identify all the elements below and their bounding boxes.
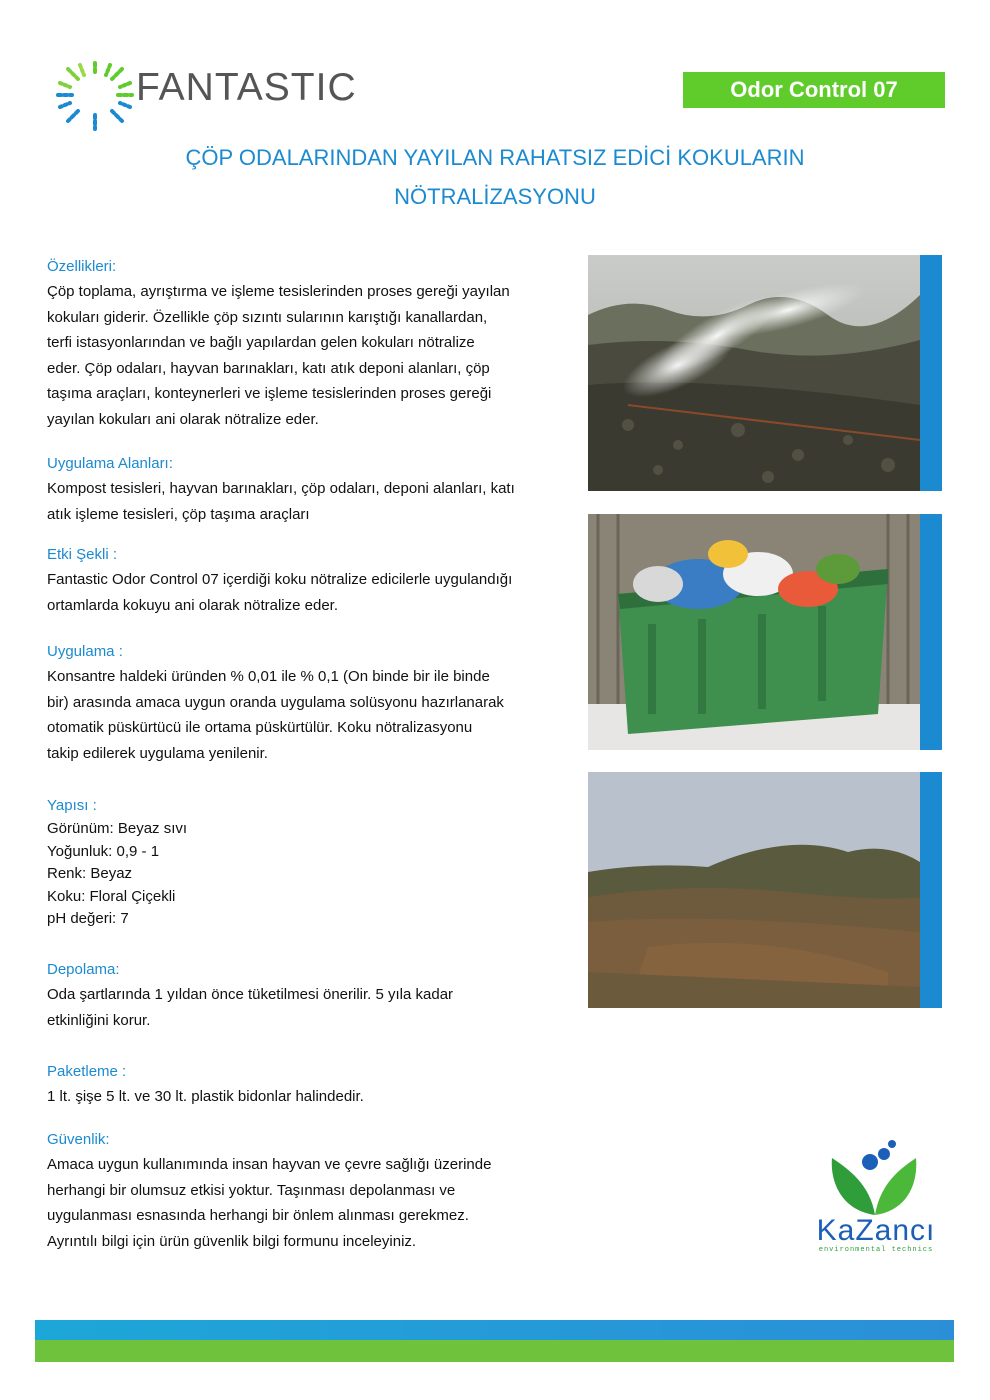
page-title [60, 138, 930, 216]
text-line: herhangi bir olumsuz etkisi yoktur. Taşınması depolanması ve [47, 1181, 456, 1199]
kazanci-logo [800, 1140, 950, 1260]
text-line: etkinliğini korur. [47, 1011, 151, 1029]
text-line: taşıma araçları, konteynerleri ve işleme tesislerinden proses gereği [47, 385, 492, 402]
section-uygulama-alanlari [47, 455, 572, 527]
section-heading: Etki Şekli : [47, 546, 118, 563]
product-tag: Odor Control 07 [683, 72, 945, 108]
photo-accent-bar [920, 514, 942, 750]
text-line: Çöp toplama, ayrıştırma ve işleme tesislerinden proses gereği yayılan [47, 283, 510, 300]
section-body [47, 279, 572, 432]
kazanci-name: KaZancı [816, 1214, 936, 1247]
spec-line: pH değeri: 7 [47, 910, 129, 927]
section-heading: Güvenlik: [47, 1131, 110, 1148]
text-line: bir) arasında amaca uygun oranda uygulama solüsyonu hazırlanarak [47, 693, 504, 711]
section-guvenlik [47, 1131, 572, 1254]
footer-band-blue [35, 1320, 954, 1340]
spec-line: Renk: Beyaz [47, 865, 133, 882]
section-heading: Paketleme : [47, 1063, 127, 1080]
brand-name: FANTASTIC [136, 66, 357, 109]
text-line: uygulanması esnasında herhangi bir önlem alınması gerekmez. [47, 1207, 469, 1224]
text-line: Amaca uygun kullanımında insan hayvan ve çevre sağlığı üzerinde [47, 1156, 492, 1173]
text-line: Kompost tesisleri, hayvan barınakları, çöp odaları, deponi alanları, katı [47, 480, 515, 497]
text-line: takip edilerek uygulama yenilenir. [47, 744, 268, 762]
text-line: 1 lt. şişe 5 lt. ve 30 lt. plastik bidonlar halindedir. [47, 1088, 364, 1105]
section-body [47, 818, 572, 931]
text-line: otomatik püskürtücü ile ortama püskürtülür. Koku nötralizasyonu [47, 719, 473, 736]
spec-line: Koku: Floral Çiçekli [47, 887, 176, 905]
section-body [47, 1084, 572, 1110]
section-heading: Uygulama : [47, 643, 123, 660]
text-line: ortamlarda kokuyu ani olarak nötralize eder. [47, 596, 338, 614]
text-line: Fantastic Odor Control 07 içerdiği koku nötralize edicilerle uygulandığı [47, 571, 513, 588]
text-line: kokuları giderir. Özellikle çöp sızıntı sularının karıştığı kanallardan, [47, 308, 488, 326]
section-heading: Özellikleri: [47, 258, 117, 275]
text-line: atık işleme tesisleri, çöp taşıma araçları [47, 505, 310, 523]
section-body [47, 1152, 572, 1254]
dumpster-photo [588, 514, 920, 750]
landfill-landscape-photo [588, 772, 920, 1008]
title-line-1: ÇÖP ODALARINDAN YAYILAN RAHATSIZ EDİCİ KOKULARIN [185, 145, 805, 170]
section-paketleme [47, 1063, 572, 1110]
section-body [47, 476, 572, 527]
text-line: Ayrıntılı bilgi için ürün güvenlik bilgi formunu inceleyiniz. [47, 1232, 417, 1250]
section-depolama [47, 961, 572, 1033]
spec-line: Yoğunluk: 0,9 - 1 [47, 842, 160, 860]
photo-accent-bar [920, 772, 942, 1008]
section-body [47, 664, 572, 766]
section-uygulama [47, 643, 572, 766]
kazanci-subtitle: environmental technics [818, 1246, 934, 1254]
section-ozellikleri [47, 258, 572, 432]
text-line: eder. Çöp odaları, hayvan barınakları, katı atık deponi alanları, çöp [47, 359, 490, 377]
section-etki-sekli [47, 546, 572, 618]
footer-band-green [35, 1340, 954, 1362]
landfill-steam-photo [588, 255, 920, 491]
section-heading: Depolama: [47, 961, 120, 978]
section-yapisi [47, 797, 572, 931]
text-line: Oda şartlarında 1 yıldan önce tüketilmesi önerilir. 5 yıla kadar [47, 986, 454, 1003]
section-heading: Uygulama Alanları: [47, 455, 173, 472]
sunburst-icon [50, 55, 140, 135]
photo-accent-bar [920, 255, 942, 491]
title-line-2: NÖTRALİZASYONU [394, 184, 596, 209]
section-heading: Yapısı : [47, 797, 97, 814]
text-line: yayılan kokuları ani olarak nötralize eder. [47, 410, 319, 428]
text-line: terfi istasyonlarından ve bağlı yapılardan gelen kokuları nötralize [47, 334, 475, 351]
spec-line: Görünüm: Beyaz sıvı [47, 820, 188, 837]
section-body [47, 567, 572, 618]
section-body [47, 982, 572, 1033]
text-line: Konsantre haldeki üründen % 0,01 ile % 0,1 (On binde bir ile binde [47, 668, 490, 685]
